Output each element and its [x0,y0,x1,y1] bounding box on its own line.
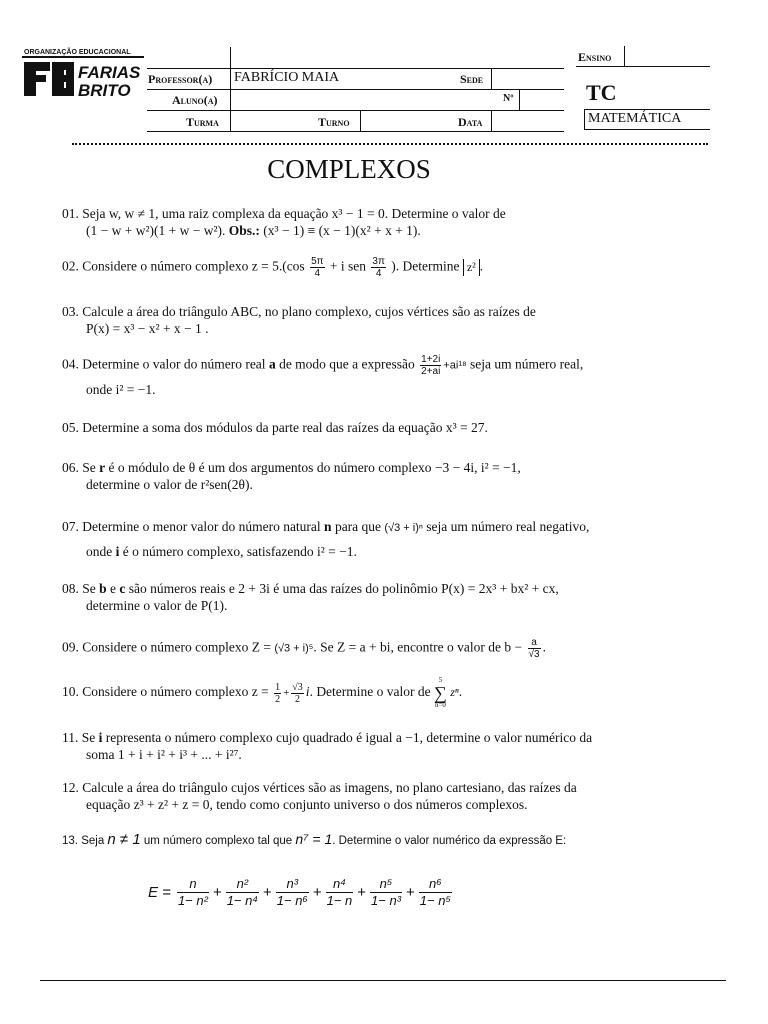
e-lhs: E = [148,884,171,901]
header-rule-2 [147,89,564,90]
data-divider [491,110,492,131]
dotted-separator [72,143,708,145]
professor-value[interactable]: FABRÍCIO MAIA [234,70,340,85]
e-term: $\frac{n}{\text{1− n²}}$ [177,876,208,908]
question-06: 06. Se r é o módulo de θ é um dos argumentos do número complexo −3 − 4i, i² = −1, determine o valor de r²sen(2θ). [62,460,521,492]
summation: 5 ∑ n=0 [434,676,447,709]
turma-label: Turma [186,115,219,129]
e-term: $\frac{\text{n³}}{\text{1− n⁶}}$ [276,876,308,908]
ensino-rule [576,66,710,67]
question-12: 12. Calcule a área do triângulo cujos vértices são as imagens, no plano cartesiano, das raízes da equação z³ + z² + z = 0, tendo como conjunto universo o dos números complexos. [62,780,577,812]
subject-label: MATEMÁTICA [588,111,682,126]
org-text: ORGANIZAÇÃO EDUCACIONAL [24,49,131,56]
header-rule-3 [147,110,564,111]
question-08: 08. Se b e c são números reais e 2 + 3i é uma das raízes do polinômio P(x) = 2x³ + bx² + cx, determine o valor de P(1). [62,581,559,613]
page-title: COMPLEXOS [267,154,431,184]
expression-e [148,876,454,909]
e-term: $\frac{\text{n⁵}}{\text{1− n³}}$ [371,876,402,908]
numero-divider [519,89,520,110]
question-01: 01. Seja w, w ≠ 1, uma raiz complexa da equação x³ − 1 = 0. Determine o valor de (1 − w + w²)(1 + w − w²). Obs.: (x³ − 1) ≡ (x − 1)(x² + x + 1). [62,206,506,238]
abs-value: z² [463,259,480,276]
aluno-label: Aluno(a) [172,93,218,107]
q-number: 01. [62,206,79,221]
ensino-divider [624,46,625,66]
logo-farias: FARIAS [78,63,141,82]
e-plus: + [312,884,322,901]
subject-divider [584,109,585,129]
question-10: 10. Considere o número complexo z = $\frac{1}{2}$ + $\frac{√3}{2}$ i. Determine o valor de 5 ∑ n=0 zⁿ. [62,676,463,709]
question-11: 11. Se i representa o número complexo cujo quadrado é igual a −1, determine o valor numérico da soma 1 + i + i² + i³ + ... + i²⁷. [62,730,593,762]
subject-rule [584,129,710,130]
e-plus: + [263,884,272,901]
e-term: $\frac{\text{n⁶}}{\text{1− n⁵}}$ [419,876,451,908]
header-rule-1 [147,68,564,69]
e-term: $\frac{\text{n⁴}}{1- n}$ [326,876,353,908]
question-02: 02. Considere o número complexo z = 5.(cos $\frac{5\pi}{4}$ + i sen $\frac{3\pi}{4}$ ). Determine z² . [62,256,484,279]
data-label: Data [458,115,483,129]
turno-divider [360,110,361,131]
farias-brito-logo [22,46,144,100]
logo-brito: BRITO [78,81,131,100]
question-09: 09. Considere o número complexo Z = (√3 + i)⁵. Se Z = a + bi, encontre o valor de b − $\frac{a}{√3}$ . [62,637,546,660]
e-plus: + [406,884,415,901]
question-03: 03. Calcule a área do triângulo ABC, no plano complexo, cujos vértices são as raízes de P(x) = x³ − x² + x − 1 . [62,304,536,336]
question-13: 13. Seja n ≠ 1 um número complexo tal que n⁷ = 1. Determine o valor numérico da expressão E: [62,831,567,848]
question-05: 05. Determine a soma dos módulos da parte real das raízes da equação x³ = 27. [62,420,488,435]
numero-label: Nº [503,93,514,104]
question-07: 07. Determine o menor valor do número natural n para que (√3 + i)ⁿ seja um número real negativo, onde i é o número complexo, satisfazendo i² = −1. [62,519,590,559]
e-term: $\frac{\text{n²}}{\text{1− n⁴}}$ [226,876,258,908]
tc-rule [584,109,710,110]
header-rule-4 [147,131,564,132]
e-plus: + [357,884,367,901]
sede-label: Sede [460,72,484,86]
footer-rule [40,980,726,981]
professor-label: Professor(a) [148,72,213,86]
header-divider [230,47,231,131]
turno-label: Turno [318,115,350,129]
course-code: TC [586,80,617,105]
sede-divider [491,68,492,89]
e-plus: + [212,884,222,901]
ensino-label: Ensino [578,50,612,64]
question-04: 04. Determine o valor do número real a de modo que a expressão $\frac{1+2i}{2+ai}$ +ai¹⁸ seja um número real, onde i² = −1. [62,354,584,397]
